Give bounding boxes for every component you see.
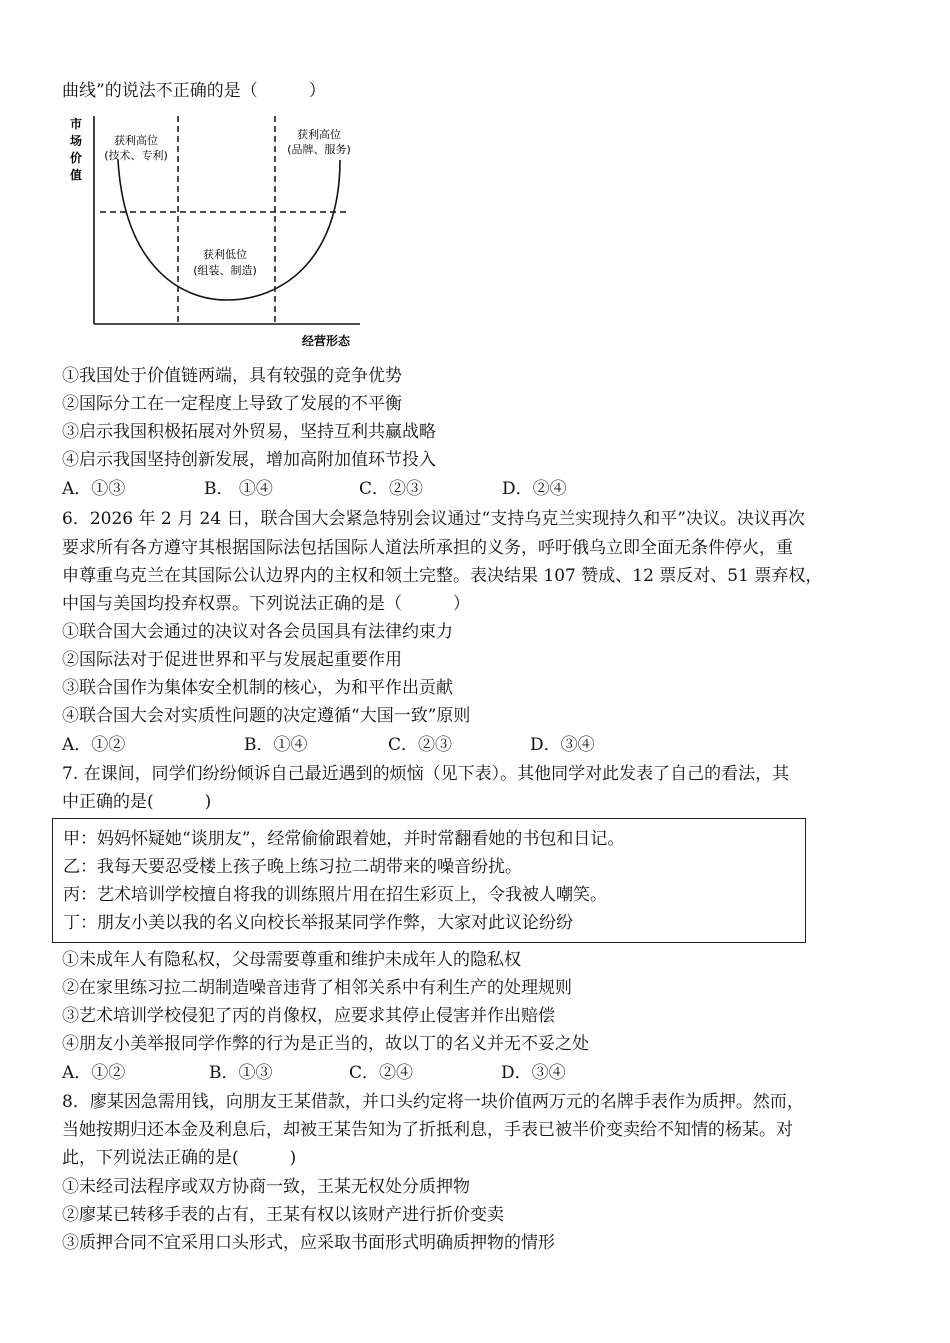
y-axis-label-char: 价 (69, 151, 83, 165)
q6-item: ①联合国大会通过的决议对各会员国具有法律约束力 (62, 622, 453, 642)
q6-stem-line: 要求所有各方遵守其根据国际法包括国际人道法所承担的义务，呼吁俄乌立即全面无条件停火，重 (62, 538, 793, 558)
left-high-sublabel: (技术、专利) (104, 149, 168, 162)
q5-option-c[interactable]: C．②③ (359, 479, 424, 499)
q8-item: ②廖某已转移手表的占有，王某有权以该财产进行折价变卖 (62, 1205, 504, 1225)
q5-option-a[interactable]: A．①③ (62, 479, 126, 499)
right-high-sublabel: (品牌、服务) (287, 143, 351, 156)
q5-option-b[interactable]: B． ①④ (204, 479, 273, 499)
bottom-low-sublabel: (组装、制造) (193, 264, 257, 277)
question-intro-line: 曲线”的说法不正确的是（ ） (62, 81, 326, 101)
y-axis-label-char: 值 (69, 168, 83, 182)
q8-item: ①未经司法程序或双方协商一致，王某无权处分质押物 (62, 1177, 470, 1197)
q7-option-d[interactable]: D．③④ (501, 1063, 566, 1083)
q6-item: ②国际法对于促进世界和平与发展起重要作用 (62, 650, 402, 670)
q5-option-d[interactable]: D．②④ (502, 479, 567, 499)
q8-stem-line: 当她按期归还本金及利息后，却被王某告知为了折抵利息，手表已被半价变卖给不知情的杨某。对 (62, 1120, 793, 1140)
q8-item: ③质押合同不宜采用口头形式，应采取书面形式明确质押物的情形 (62, 1233, 555, 1253)
q6-stem-line: 6．2026 年 2 月 24 日，联合国大会紧急特别会议通过“支持乌克兰实现持久和平”决议。决议再次 (62, 509, 805, 529)
q7-stem-line: 7. 在课间，同学们纷纷倾诉自己最近遇到的烦恼（见下表）。其他同学对此发表了自己的看法，其 (62, 764, 790, 784)
q7-table-row: 丙：艺术培训学校擅自将我的训练照片用在招生彩页上，令我被人嘲笑。 (63, 885, 607, 905)
q7-option-a[interactable]: A．①② (62, 1063, 126, 1083)
q7-table-row: 乙：我每天要忍受楼上孩子晚上练习拉二胡带来的噪音纷扰。 (63, 857, 522, 877)
x-axis-label: 经营形态 (301, 334, 351, 348)
q6-stem-line: 中国与美国均投弃权票。下列说法正确的是（ ） (62, 594, 470, 614)
q6-option-b[interactable]: B．①④ (244, 735, 308, 755)
q7-option-c[interactable]: C．②④ (349, 1063, 414, 1083)
q8-stem-line: 8．廖某因急需用钱，向朋友王某借款，并口头约定将一块价值两万元的名牌手表作为质押。然而， (62, 1092, 804, 1112)
left-high-label: 获利高位 (114, 134, 158, 147)
q6-option-c[interactable]: C．②③ (388, 735, 453, 755)
q7-item: ④朋友小美举报同学作弊的行为是正当的，故以丁的名义并无不妥之处 (62, 1034, 589, 1054)
q6-item: ③联合国作为集体安全机制的核心，为和平作出贡献 (62, 678, 453, 698)
q5-item: ④启示我国坚持创新发展，增加高附加值环节投入 (62, 450, 436, 470)
q6-option-a[interactable]: A．①② (62, 735, 126, 755)
q7-item: ①未成年人有隐私权，父母需要尊重和维护未成年人的隐私权 (62, 950, 521, 970)
q7-stem-line: 中正确的是( ) (62, 792, 212, 812)
q7-item: ③艺术培训学校侵犯了丙的肖像权，应要求其停止侵害并作出赔偿 (62, 1006, 555, 1026)
y-axis-label-char: 市 (69, 117, 83, 131)
smile-curve (118, 160, 340, 300)
bottom-low-label: 获利低位 (203, 248, 247, 261)
y-axis-label-char: 场 (69, 134, 83, 148)
q7-table-box (52, 818, 806, 943)
q6-option-d[interactable]: D．③④ (530, 735, 595, 755)
q5-item: ③启示我国积极拓展对外贸易，坚持互利共赢战略 (62, 422, 436, 442)
q5-item: ①我国处于价值链两端，具有较强的竞争优势 (62, 366, 402, 386)
q8-stem-line: 此，下列说法正确的是( ) (62, 1148, 297, 1168)
right-high-label: 获利高位 (297, 128, 341, 141)
q7-table-row: 丁：朋友小美以我的名义向校长举报某同学作弊，大家对此议论纷纷 (63, 913, 573, 933)
q6-item: ④联合国大会对实质性问题的决定遵循“大国一致”原则 (62, 706, 471, 726)
q7-option-b[interactable]: B．①③ (209, 1063, 273, 1083)
q6-stem-line: 申尊重乌克兰在其国际公认边界内的主权和领土完整。表决结果 107 赞成、12 票反对、51 票弃权， (62, 566, 823, 586)
q7-table-row: 甲：妈妈怀疑她“谈朋友”，经常偷偷跟着她，并时常翻看她的书包和日记。 (63, 829, 625, 849)
smile-curve-figure (62, 112, 362, 352)
q7-item: ②在家里练习拉二胡制造噪音违背了相邻关系中有利生产的处理规则 (62, 978, 572, 998)
q5-item: ②国际分工在一定程度上导致了发展的不平衡 (62, 394, 402, 414)
